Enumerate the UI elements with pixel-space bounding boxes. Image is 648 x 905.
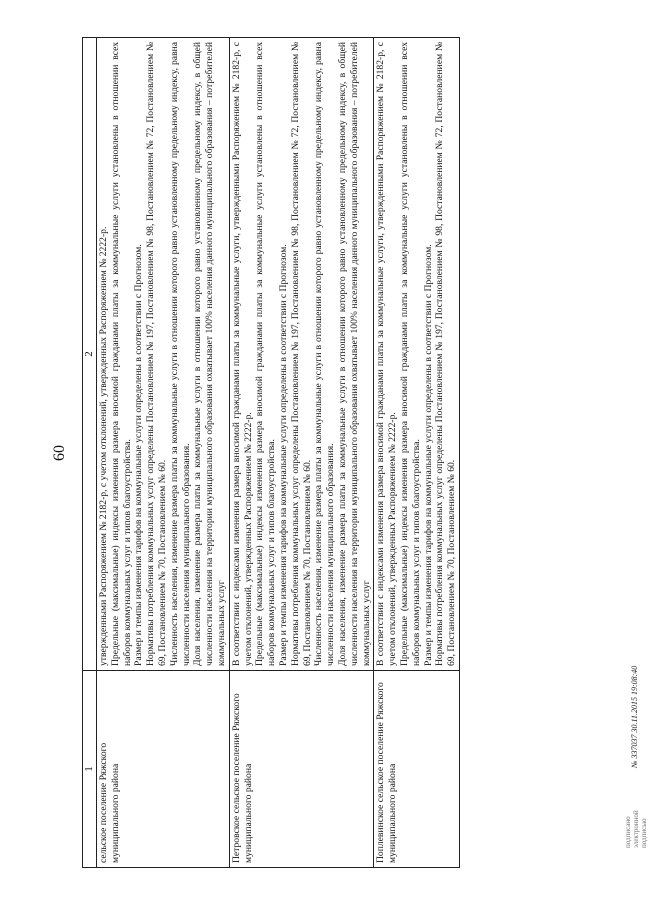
content-line: Предельные (максимальные) индексы изменения размера вносимой гражданами платы за коммунальные услуги установлены в отношении всех наборов коммунальных услуг и типов благоустройства. — [109, 42, 133, 666]
content-line: Размер и темпы изменения тарифов на коммунальные услуги определены в соответствии с Прогнозом. — [133, 244, 145, 666]
content-cell — [97, 38, 230, 671]
municipality-cell: Поплевинское сельское поселение Ряжского муниципального района — [374, 671, 460, 868]
table-row — [229, 38, 374, 868]
content-line: В соответствии с индексами изменения размера вносимой гражданами платы за коммунальные услуги, утвержденными Распоряжением № 2182-р, с учетом отклонений, утвержденных Распоряжением № 2222-р. — [375, 42, 399, 666]
rotated-page — [40, 38, 648, 868]
content-line: Предельные (максимальные) индексы изменения размера вносимой гражданами платы за коммунальные услуги установлены в отношении всех наборов коммунальных услуг и типов благоустройства. — [254, 42, 278, 666]
table-row — [97, 38, 230, 868]
document-footer: № 337037 30.11.2015 19:08:40 — [630, 665, 639, 768]
table-header-row — [83, 38, 97, 868]
content-line: Доля населения, изменение размера платы за коммунальные услуги в отношении которого равно установленному предельному индексу, в общей численности населения на территории муниципального образования охватывает 100% населения данного муниципального образования – потребителей коммунальных услуг — [192, 42, 227, 666]
content-line: Размер и темпы изменения тарифов на коммунальные услуги определены в соответствии с Прогнозом. — [422, 244, 434, 666]
content-line: В соответствии с индексами изменения размера вносимой гражданами платы за коммунальные услуги, утвержденными Распоряжением № 2182-р, с учетом отклонений, утвержденных Распоряжением № 2222-р. — [230, 42, 254, 666]
header-col-1: 1 — [83, 671, 97, 868]
signature-stamp: подписано электронной подписью — [624, 810, 648, 848]
content-line: Численность населения, изменение размера платы за коммунальные услуги в отношении которого равно установленному предельному индексу, равна численности населения муниципального образования. — [313, 42, 337, 666]
content-line: Предельные (максимальные) индексы изменения размера вносимой гражданами платы за коммунальные услуги установлены в отношении всех наборов коммунальных услуг и типов благоустройства. — [398, 42, 422, 666]
municipality-cell: Петровское сельское поселение Ряжского муниципального района — [229, 671, 374, 868]
content-line: Доля населения, изменение размера платы за коммунальные услуги в отношении которого равно установленному предельному индексу, в общей численности населения на территории муниципального образования охватывает 100% населения данного муниципального образования – потребителей коммунальных услуг — [336, 42, 372, 666]
data-table — [82, 37, 460, 868]
content-line: утвержденными Распоряжением № 2182-р, с учетом отклонений, утвержденных Распоряжением № 2222-р. — [98, 226, 109, 666]
content-cell — [374, 38, 460, 671]
table-row — [374, 38, 460, 868]
page-number: 60 — [51, 445, 68, 461]
content-line: Численность населения, изменение размера платы за коммунальные услуги в отношении которого равно установленному предельному индексу, равна численности населения муниципального образования. — [168, 42, 192, 666]
content-line: Нормативы потребления коммунальных услуг определены Постановлением № 197, Постановлением № 98, Постановлением № 72, Постановлением № 69, Постановлением № 70, Постановлением № 60. — [289, 42, 313, 666]
header-col-2: 2 — [83, 38, 97, 671]
content-line: Размер и темпы изменения тарифов на коммунальные услуги определены в соответствии с Прогнозом. — [277, 244, 289, 666]
content-cell — [229, 38, 374, 671]
municipality-cell: сельское поселение Ряжского муниципального района — [97, 671, 230, 868]
content-line: Нормативы потребления коммунальных услуг определены Постановлением № 197, Постановлением № 98, Постановлением № 72, Постановлением № 69, Постановлением № 70, Постановлением № 60. — [145, 42, 168, 666]
content-line: Нормативы потребления коммунальных услуг определены Постановлением № 197, Постановлением № 98, Постановлением № 72, Постановлением № 69, Постановлением № 70, Постановлением № 60. — [434, 42, 458, 666]
